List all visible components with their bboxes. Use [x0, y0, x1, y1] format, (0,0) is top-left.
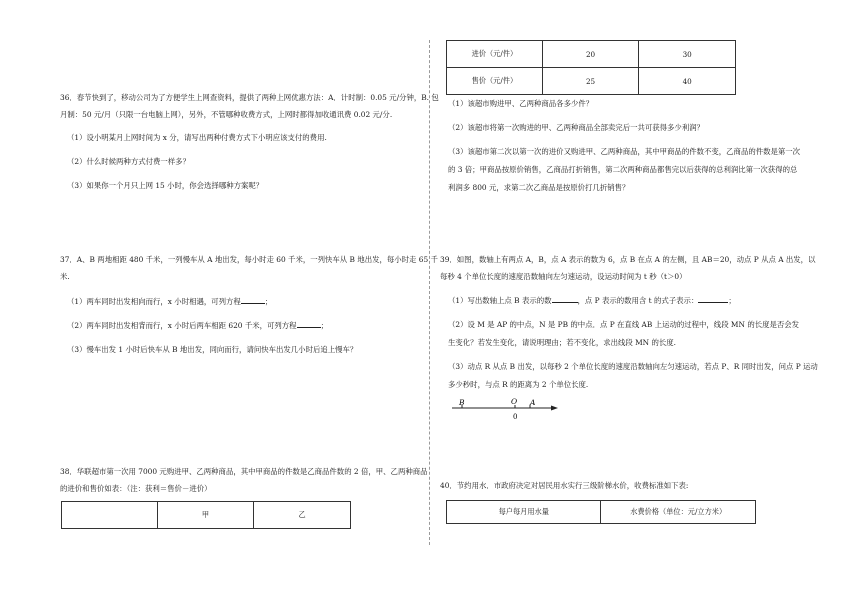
q39-part1-text-a: （1）写出数轴上点 B 表示的数 — [448, 296, 552, 305]
table-cell: 40 — [639, 68, 736, 95]
q37-stem-line2: 米. — [60, 272, 70, 281]
q39-part2-line1: （2）设 M 是 AP 的中点，N 是 PB 的中点．点 P 在直线 AB 上运动的过程中，线段 MN 的长度是否会发 — [448, 320, 800, 329]
q38-stem-line2: 的进价和售价如表：（注：获利＝售价－进价） — [60, 484, 212, 493]
point-label-b: B — [459, 398, 465, 407]
q37-part2 — [67, 320, 328, 331]
number-line-figure — [448, 396, 564, 422]
q39-part3-line2: 多少秒时，与点 R 的距离为 2 个单位长度. — [448, 380, 589, 389]
column-divider — [429, 40, 430, 545]
tick-label-zero: 0 — [513, 413, 518, 421]
point-label-a: A — [530, 398, 536, 407]
table-cell: 20 — [542, 41, 639, 68]
point-label-o: O — [511, 397, 518, 406]
table-header-jia: 甲 — [157, 502, 254, 529]
q37-part1-end: ； — [264, 297, 273, 306]
q38-stem-line1: 38．华联超市第一次用 7000 元购进甲、乙两种商品，其中甲商品的件数是乙商品件数的 2 倍，甲、乙两种商品 — [60, 467, 428, 476]
q37-part1-text: （1）两车同时出发相向而行，x 小时相遇，可列方程 — [67, 297, 241, 306]
arrow-icon — [551, 406, 558, 411]
answer-blank — [552, 302, 578, 303]
q37-part2-text: （2）两车同时出发相背而行，x 小时后两车相距 620 千米，可列方程 — [67, 321, 297, 330]
table-header-usage: 每户每月用水量 — [447, 501, 601, 524]
q40-stem: 40．节约用水．市政府决定对居民用水实行三级阶梯水价，收费标准如下表: — [440, 481, 689, 490]
q39-part1-text-b: ，点 P 表示的数用含 t 的式子表示： — [577, 296, 699, 305]
q37-stem-line1: 37．A、B 两地相距 480 千米，一列慢车从 A 地出发，每小时走 60 千米，一列快车从 B 地出发，每小时走 65 千 — [60, 255, 438, 264]
table-row-label: 售价（元/件） — [447, 68, 543, 95]
answer-blank — [698, 302, 728, 303]
q36-part1: （1）设小明某月上网时间为 x 分，请写出两种付费方式下小明应该支付的费用. — [67, 133, 327, 142]
q39-part1 — [448, 295, 736, 306]
table-header-price: 水费价格（单位：元/立方米） — [601, 501, 756, 524]
q38-part3-line1: （3）该超市第二次以第一次的进价又购进甲、乙两种商品，其中甲商品的件数不变，乙商品的件数是第一次 — [448, 147, 801, 156]
table-row-label: 进价（元/件） — [447, 41, 543, 68]
q39-part3-line1: （3）动点 R 从点 B 出发，以每秒 2 个单位长度的速度沿数轴向左匀速运动，若点 P、R 同时出发，问点 P 运动 — [448, 362, 818, 371]
q37-part1 — [67, 296, 272, 307]
q40-water-table — [446, 500, 756, 524]
table-cell: 25 — [542, 68, 639, 95]
q38-part3-line2: 的 3 倍；甲商品按原价销售，乙商品打折销售，第二次两种商品都售完以后获得的总利润比第一次获得的总 — [448, 165, 798, 174]
q39-stem-line2: 每秒 4 个单位长度的速度沿数轴向左匀速运动，设运动时间为 t 秒（t＞0） — [440, 272, 687, 281]
table-row — [447, 68, 736, 95]
q38-price-table — [446, 40, 736, 95]
q37-part3: （3）慢车出发 1 小时后快车从 B 地出发，同向而行，请问快车出发几小时后追上慢车？ — [67, 345, 358, 354]
table-header-yi: 乙 — [254, 502, 351, 529]
q36-stem-line2: 月制：50 元/月（只限一台电脑上网），另外，不管哪种收费方式，上网时都得加收通讯费 0.02 元/分. — [60, 110, 393, 119]
q39-part2-line2: 生变化？若发生变化，请说明理由；若不变化，求出线段 MN 的长度. — [448, 338, 677, 347]
q39-part1-text-c: ； — [728, 296, 736, 305]
q39-stem-line1: 39．如图，数轴上有两点 A，B，点 A 表示的数为 6，点 B 在点 A 的左侧，且 AB＝20，动点 P 从点 A 出发，以 — [440, 255, 816, 264]
q38-price-table-header — [61, 501, 351, 529]
table-row — [447, 41, 736, 68]
table-cell-empty — [62, 502, 158, 529]
answer-blank — [297, 327, 321, 328]
q36-stem-line1: 36．春节快到了，移动公司为了方便学生上网查资料，提供了两种上网优惠方法：A．计时制：0.05 元/分钟，B. 包 — [60, 93, 439, 102]
q38-part3-line3: 利润多 800 元，求第二次乙商品是按原价打几折销售？ — [448, 183, 630, 192]
answer-blank — [241, 303, 265, 304]
q38-part1: （1）该超市购进甲、乙两种商品各多少件？ — [448, 99, 594, 108]
q36-part2: （2）什么时候两种方式付费一样多？ — [67, 157, 190, 166]
table-cell: 30 — [639, 41, 736, 68]
q36-part3: （3）如果你一个月只上网 15 小时，你会选择哪种方案呢？ — [67, 181, 264, 190]
q37-part2-end: ； — [320, 321, 328, 330]
q38-part2: （2）该超市将第一次购进的甲、乙两种商品全部卖完后一共可获得多少利润？ — [448, 123, 704, 132]
